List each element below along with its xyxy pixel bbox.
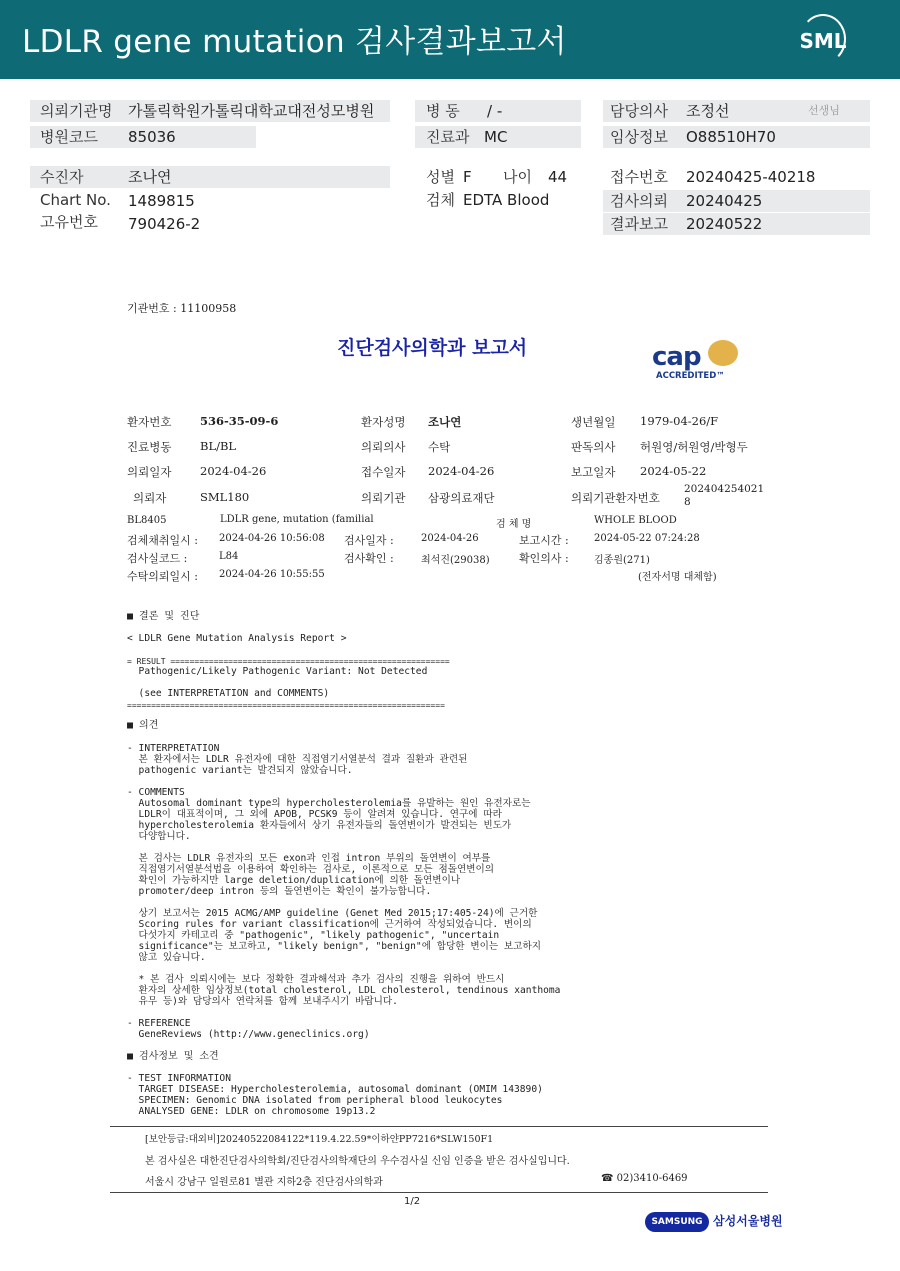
- exam-confirm-value: 최석진(29038): [421, 555, 490, 566]
- comments-line-7: 확인이 가능하지만 large deletion/duplication에 의한 돌연변이나: [127, 875, 461, 886]
- clinical-label: 임상정보: [610, 128, 668, 146]
- org-number: 기관번호 : 11100958: [127, 302, 237, 315]
- cert-line: 본 검사실은 대한진단검사의학회/진단검사의학재단의 우수검사실 신임 인증을 받은 검사실입니다.: [145, 1156, 570, 1167]
- req-doctor-label: 의뢰의사: [361, 440, 406, 454]
- result-rule-top: = RESULT ==========================================================: [127, 657, 450, 666]
- comments-line-9: 상기 보고서는 2015 ACMG/AMP guideline (Genet Med 2015;17:405-24)에 근거한: [127, 908, 538, 919]
- institution-label: 의뢰기관명: [40, 102, 113, 120]
- req-org-pt-value-1: 202404254021: [684, 483, 765, 495]
- doctor-label: 담당의사: [610, 102, 668, 120]
- age-value: 44: [548, 168, 568, 186]
- collect-label: 검체채취일시 :: [127, 534, 198, 547]
- unique-no-label: 고유번호: [40, 213, 98, 231]
- page-title: LDLR gene mutation 검사결과보고서: [22, 24, 567, 60]
- report-subtitle: < LDLR Gene Mutation Analysis Report >: [127, 633, 347, 644]
- esign-note: (전자서명 대체함): [638, 572, 717, 583]
- footer-rule-bottom: [110, 1192, 768, 1193]
- comments-line-3: hypercholesterolemia 환자들에서 상기 유전자들의 돌연변이가 발견되는 빈도가: [127, 820, 512, 831]
- comments-line-1: Autosomal dominant type의 hypercholesterolemia를 유발하는 원인 유전자로는: [127, 798, 531, 809]
- chart-no-value: 1489815: [128, 192, 195, 210]
- security-line: [보안등급:대외비]20240522084122*119.4.22.59*이하얀PP7216*SLW150F1: [145, 1134, 494, 1145]
- patient-no-label: 환자번호: [127, 415, 172, 429]
- test-info-heading: - TEST INFORMATION: [127, 1073, 231, 1084]
- patient-label: 수진자: [40, 168, 84, 186]
- recv-date-label: 접수일자: [361, 465, 406, 479]
- reader-value: 허원영/허원영/박형두: [640, 440, 748, 454]
- req-doctor-value: 수탁: [428, 440, 451, 454]
- patient-name-value: 조나연: [428, 415, 462, 429]
- comments-line-13: 않고 있습니다.: [127, 952, 206, 963]
- samsung-pill: SAMSUNG: [645, 1212, 709, 1232]
- requester-value: SML180: [200, 490, 250, 504]
- cap-emblem-icon: [708, 340, 738, 366]
- phone-line: ☎ 02)3410-6469: [601, 1173, 688, 1184]
- report-time-label: 보고시간 :: [519, 534, 569, 547]
- exam-confirm-label: 검사확인 :: [344, 552, 394, 565]
- exam-date-label: 검사일자 :: [344, 534, 394, 547]
- recv-date-value: 2024-04-26: [428, 464, 495, 478]
- specimen-label: 검체: [426, 191, 455, 209]
- receipt-value: 20240425-40218: [686, 168, 816, 186]
- test-info-line-2: SPECIMEN: Genomic DNA isolated from peripheral blood leukocytes: [127, 1095, 503, 1106]
- req-date-label: 의뢰일자: [127, 465, 172, 479]
- patient-box: [30, 166, 390, 188]
- reference-line: GeneReviews (http://www.geneclinics.org): [127, 1029, 370, 1040]
- birth-value: 1979-04-26/F: [640, 414, 719, 428]
- hospital-code-label: 병원코드: [40, 128, 98, 146]
- dept-value: MC: [484, 128, 508, 146]
- interpretation-line-2: pathogenic variant는 발견되지 않았습니다.: [127, 765, 353, 776]
- test-name: LDLR gene, mutation (familial: [220, 514, 374, 525]
- patient-no-value: 536-35-09-6: [200, 414, 279, 428]
- report-time-value: 2024-05-22 07:24:28: [594, 533, 700, 544]
- section-opinion: ■ 의견: [127, 720, 159, 731]
- samsung-hospital-logo: [645, 1210, 783, 1234]
- sml-logo: [796, 14, 850, 64]
- patient-name-label: 환자성명: [361, 415, 406, 429]
- test-code: BL8405: [127, 515, 167, 526]
- requester-label: 의뢰자: [133, 491, 167, 505]
- doctor-suffix: 선생님: [808, 104, 840, 117]
- section-conclusion: ■ 결론 및 진단: [127, 611, 200, 622]
- unique-no-value: 790426-2: [128, 215, 201, 233]
- dept-label: 진료과: [426, 128, 470, 146]
- sex-label: 성별: [426, 168, 455, 186]
- result-report-value: 20240522: [686, 215, 763, 233]
- result-report-label: 결과보고: [610, 215, 668, 233]
- cap-accredited-text: ACCREDITED™: [656, 371, 725, 381]
- comments-line-15: 환자의 상세한 임상정보(total cholesterol, LDL cholesterol, tendinous xanthoma: [127, 985, 561, 996]
- sex-value: F: [463, 168, 472, 186]
- comments-line-2: LDLR이 대표적이며, 그 외에 APOB, PCSK9 등이 알려져 있습니다. 연구에 따라: [127, 809, 502, 820]
- receipt-label: 접수번호: [610, 168, 668, 186]
- report-header: [0, 0, 900, 79]
- birth-label: 생년월일: [571, 415, 616, 429]
- reference-heading: - REFERENCE: [127, 1018, 191, 1029]
- comments-line-10: Scoring rules for variant classification에 근거하여 작성되었습니다. 변이의: [127, 919, 532, 930]
- ward-code-value: BL/BL: [200, 439, 237, 453]
- specimen-name-value: WHOLE BLOOD: [594, 515, 677, 526]
- specimen-value: EDTA Blood: [463, 191, 550, 209]
- comments-line-6: 직접염기서열분석법을 이용하여 확인하는 검사로, 이론적으로 모든 점돌연변이의: [127, 864, 495, 875]
- address-line: 서울시 강남구 일원로81 별관 지하2층 진단검사의학과: [145, 1177, 383, 1188]
- confirm-doctor-label: 확인의사 :: [519, 552, 569, 565]
- chart-no-label: Chart No.: [40, 191, 111, 209]
- consign-label: 수탁의뢰일시 :: [127, 570, 198, 583]
- req-org-value: 삼광의료재단: [428, 491, 495, 505]
- comments-line-5: 본 검사는 LDLR 유전자의 모든 exon과 인접 intron 부위의 돌연변이 여부를: [127, 853, 491, 864]
- clinical-value: O88510H70: [686, 128, 776, 146]
- lab-code-value: L84: [219, 551, 239, 562]
- test-info-line-3: ANALYSED GENE: LDLR on chromosome 19p13.2: [127, 1106, 376, 1117]
- result-line: Pathogenic/Likely Pathogenic Variant: Not Detected: [127, 666, 428, 677]
- ward-label: 병 동: [426, 102, 460, 120]
- req-org-pt-value-2: 8: [684, 496, 691, 508]
- comments-heading: - COMMENTS: [127, 787, 185, 798]
- ward-code-label: 진료병동: [127, 440, 172, 454]
- request-value: 20240425: [686, 192, 763, 210]
- cap-word: cap: [652, 342, 701, 372]
- cap-accredited-logo: [652, 340, 744, 382]
- institution-value: 가톨릭학원가톨릭대학교대전성모병원: [128, 102, 375, 120]
- specimen-name-label: 검 체 명: [496, 519, 532, 530]
- req-org-label: 의뢰기관: [361, 491, 406, 505]
- report-title: 진단검사의학과 보고서: [337, 337, 528, 359]
- hospital-code-value: 85036: [128, 128, 176, 146]
- comments-line-4: 다양합니다.: [127, 831, 191, 842]
- ward-value: / -: [487, 102, 503, 120]
- comments-line-11: 다섯가지 카테고리 중 "pathogenic", "likely pathogenic", "uncertain: [127, 930, 500, 941]
- comments-line-8: promoter/deep intron 등의 돌연변이는 확인이 불가능합니다.: [127, 886, 432, 897]
- exam-date-value: 2024-04-26: [421, 533, 479, 544]
- rep-date-label: 보고일자: [571, 465, 616, 479]
- interpretation-heading: - INTERPRETATION: [127, 743, 220, 754]
- page-number: 1/2: [404, 1196, 421, 1207]
- comments-line-14: * 본 검사 의뢰시에는 보다 정확한 결과해석과 추가 검사의 진행을 위하여 반드시: [127, 974, 505, 985]
- request-label: 검사의뢰: [610, 192, 668, 210]
- result-rule-bottom: ==================================================================: [127, 701, 445, 710]
- reader-label: 판독의사: [571, 440, 616, 454]
- footer-rule-top: [110, 1126, 768, 1127]
- hospital-name: 삼성서울병원: [713, 1214, 783, 1228]
- interpretation-line-1: 본 환자에서는 LDLR 유전자에 대한 직접염기서열분석 결과 질환과 관련된: [127, 754, 468, 765]
- confirm-doctor-value: 김종원(271): [594, 555, 650, 566]
- req-org-pt-label: 의뢰기관환자번호: [571, 491, 660, 505]
- section-test-info: ■ 검사정보 및 소견: [127, 1051, 219, 1062]
- consign-value: 2024-04-26 10:55:55: [219, 569, 325, 580]
- comments-line-16: 유무 등)와 담당의사 연락처를 함께 보내주시기 바랍니다.: [127, 996, 398, 1007]
- rep-date-value: 2024-05-22: [640, 464, 707, 478]
- collect-value: 2024-04-26 10:56:08: [219, 533, 325, 544]
- logo-text: SML: [799, 29, 847, 53]
- comments-line-12: significance"는 보고하고, "likely benign", "benign"에 합당한 변이는 보고하지: [127, 941, 541, 952]
- lab-code-label: 검사실코드 :: [127, 552, 188, 565]
- age-label: 나이: [503, 168, 532, 186]
- req-date-value: 2024-04-26: [200, 464, 267, 478]
- test-info-line-1: TARGET DISEASE: Hypercholesterolemia, autosomal dominant (OMIM 143890): [127, 1084, 543, 1095]
- patient-value: 조나연: [128, 168, 172, 186]
- doctor-value: 조정선: [686, 102, 730, 120]
- result-see-line: (see INTERPRETATION and COMMENTS): [127, 688, 330, 699]
